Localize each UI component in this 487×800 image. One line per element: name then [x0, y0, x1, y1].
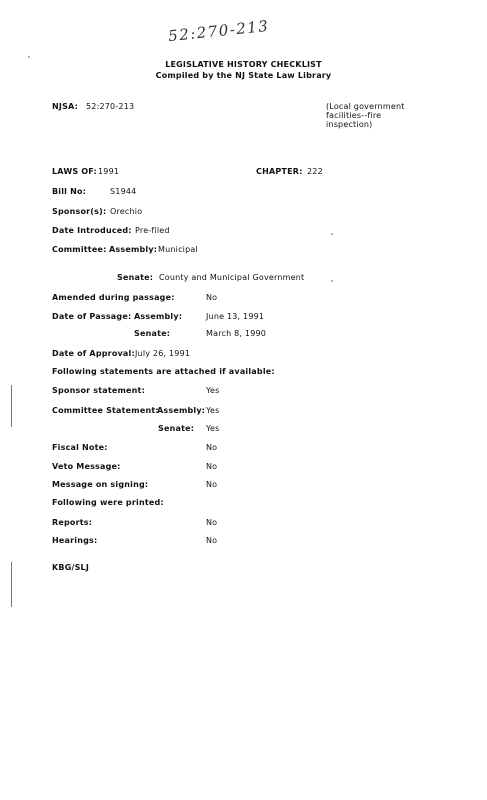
margin-mark [11, 385, 12, 427]
chapter-label: CHAPTER: [256, 167, 303, 176]
sponsor-value: Orechio [110, 207, 143, 216]
scan-speck [28, 56, 30, 58]
initials: KBG/SLJ [52, 563, 90, 572]
printed-heading: Following were printed: [52, 498, 164, 507]
passage-senate-label: Senate: [134, 329, 171, 338]
committee-label: Committee: [52, 245, 107, 254]
date-introduced-label: Date Introduced: [52, 226, 132, 235]
approval-value: July 26, 1991 [135, 349, 191, 358]
committee-statement-assembly-value: Yes [206, 406, 220, 415]
hearings-value: No [206, 536, 218, 545]
handwritten-number: 52:270-213 [167, 16, 271, 46]
committee-assembly-label: Assembly: [109, 245, 158, 254]
sponsor-statement-value: Yes [206, 386, 220, 395]
scan-speck [331, 233, 333, 235]
amended-label: Amended during passage: [52, 293, 175, 302]
margin-mark [11, 562, 12, 607]
scan-speck [331, 280, 333, 282]
chapter-value: 222 [307, 167, 323, 176]
hearings-label: Hearings: [52, 536, 98, 545]
document-title: LEGISLATIVE HISTORY CHECKLIST [165, 60, 322, 69]
committee-senate-value: County and Municipal Government [159, 273, 305, 282]
date-introduced-value: Pre-filed [135, 226, 170, 235]
amended-value: No [206, 293, 218, 302]
passage-assembly-value: June 13, 1991 [206, 312, 265, 321]
committee-senate-label: Senate: [117, 273, 154, 282]
veto-message-label: Veto Message: [52, 462, 121, 471]
committee-statement-label: Committee Statement: [52, 406, 159, 415]
njsa-value: 52:270-213 [86, 102, 135, 111]
laws-of-label: LAWS OF: [52, 167, 97, 176]
committee-assembly-value: Municipal [158, 245, 198, 254]
approval-label: Date of Approval: [52, 349, 135, 358]
njsa-label: NJSA: [52, 102, 78, 111]
bill-value: S1944 [110, 187, 137, 196]
passage-label: Date of Passage: [52, 312, 132, 321]
fiscal-note-value: No [206, 443, 218, 452]
committee-statement-senate-value: Yes [206, 424, 220, 433]
bill-label: Bill No: [52, 187, 87, 196]
attached-heading: Following statements are attached if available: [52, 367, 275, 376]
laws-of-value: 1991 [98, 167, 120, 176]
message-on-signing-label: Message on signing: [52, 480, 149, 489]
passage-senate-value: March 8, 1990 [206, 329, 267, 338]
sponsor-label: Sponsor(s): [52, 207, 107, 216]
sponsor-statement-label: Sponsor statement: [52, 386, 145, 395]
veto-message-value: No [206, 462, 218, 471]
committee-statement-assembly-label: Assembly: [157, 406, 206, 415]
reports-value: No [206, 518, 218, 527]
subject-note: (Local government facilities--fire inspection) [326, 102, 405, 129]
passage-assembly-label: Assembly: [134, 312, 183, 321]
committee-statement-senate-label: Senate: [158, 424, 195, 433]
document-subtitle: Compiled by the NJ State Law Library [155, 71, 332, 80]
reports-label: Reports: [52, 518, 93, 527]
fiscal-note-label: Fiscal Note: [52, 443, 108, 452]
message-on-signing-value: No [206, 480, 218, 489]
